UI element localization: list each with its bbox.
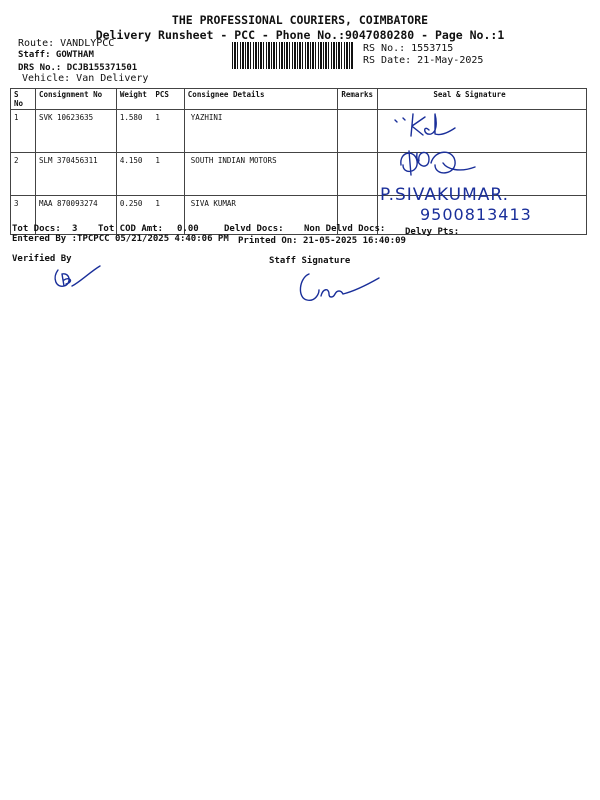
- entered-by: Entered By :TPCPCC 05/21/2025 4:40:06 PM: [12, 234, 229, 244]
- vehicle-label: Vehicle: Van Delivery: [22, 73, 149, 84]
- cell-sno: 3: [11, 196, 36, 235]
- drs-number: DRS No.: DCJB155371501: [18, 63, 138, 73]
- cell-consignment: MAA 870093274: [35, 196, 116, 235]
- tot-cod-value: 0.00: [177, 224, 199, 234]
- col-consignment: Consignment No: [35, 89, 116, 110]
- cell-weight: 0.250: [116, 196, 152, 235]
- table-row: [11, 110, 587, 153]
- tot-docs-label: Tot Docs:: [12, 224, 61, 234]
- delvy-pts-label: Delvy Pts:: [405, 227, 460, 237]
- verified-by-label: Verified By: [12, 254, 72, 264]
- handwritten-name: P.SIVAKUMAR.: [380, 185, 510, 205]
- staff-signature: [295, 268, 385, 308]
- staff-label: Staff: GOWTHAM: [18, 50, 94, 60]
- col-remarks: Remarks: [338, 89, 378, 110]
- staff-signature-label: Staff Signature: [269, 256, 351, 266]
- cell-pcs: 1: [152, 153, 184, 196]
- cell-consignment: SVK 10623635: [35, 110, 116, 153]
- verified-signature: [50, 262, 110, 292]
- signature-row1: [385, 108, 475, 140]
- cell-consignment: SLM 370456311: [35, 153, 116, 196]
- rs-number: RS No.: 1553715: [363, 43, 454, 54]
- runsheet-subtitle: Delivery Runsheet - PCC - Phone No.:9047080280 - Page No.:1: [95, 28, 505, 42]
- table-header-row: [11, 89, 587, 110]
- rs-date: RS Date: 21-May-2025: [363, 55, 484, 66]
- route-label: Route: VANDLYPCC: [18, 38, 115, 49]
- printed-on: Printed On: 21-05-2025 16:40:09: [238, 236, 406, 246]
- cell-pcs: 1: [152, 110, 184, 153]
- tot-docs-value: 3: [72, 224, 78, 234]
- tot-cod-label: Tot COD Amt:: [98, 224, 164, 234]
- cell-pcs: 1: [152, 196, 184, 235]
- non-delvd-docs-label: Non Delvd Docs:: [304, 224, 386, 234]
- cell-remarks: [338, 153, 378, 196]
- cell-consignee: SIVA KUMAR: [184, 196, 338, 235]
- cell-sno: 2: [11, 153, 36, 196]
- cell-weight: 1.580: [116, 110, 152, 153]
- col-consignee: Consignee Details: [184, 89, 338, 110]
- cell-consignee: YAZHINI: [184, 110, 338, 153]
- cell-remarks: [338, 110, 378, 153]
- col-weight: Weight: [116, 89, 152, 110]
- col-signature: Seal & Signature: [378, 89, 587, 110]
- col-sno: S No: [11, 89, 36, 110]
- cell-sno: 1: [11, 110, 36, 153]
- handwritten-phone: 9500813413: [420, 205, 532, 224]
- col-pcs: PCS: [152, 89, 184, 110]
- delvd-docs-label: Delvd Docs:: [224, 224, 284, 234]
- company-name: THE PROFESSIONAL COURIERS, COIMBATORE: [171, 13, 429, 27]
- cell-consignee: SOUTH INDIAN MOTORS: [184, 153, 338, 196]
- barcode: [232, 42, 354, 69]
- signature-row2: [395, 143, 485, 181]
- cell-weight: 4.150: [116, 153, 152, 196]
